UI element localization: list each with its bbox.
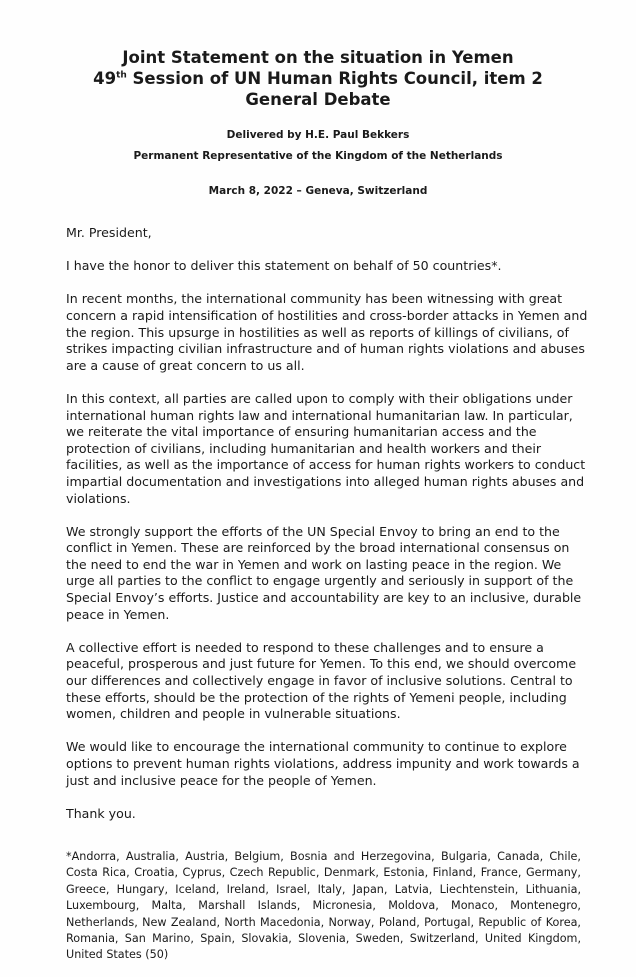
representative-title: Permanent Representative of the Kingdom of the Netherlands [133,150,503,162]
salutation: Mr. President, [66,225,152,240]
countries-footnote: *Andorra, Australia, Austria, Belgium, Bosnia and Herzegovina, Bulgaria, Canada, Chile, Costa Rica, Croatia, Cyprus, Czech Republic, Denmark, Estonia, Finland, France, Germany, Greece, Hungary, Iceland, Ireland, Israel, Italy, Japan, Latvia, Liechtenstein, Lithuania, Luxembourg, Malta, Marshall Islands, Micronesia, Moldova, Monaco, Montenegro, Netherlands, New Zealand, North Macedonia, Norway, Poland, Portugal, Republic of Korea, Romania, San Marino, Spain, Slovakia, Slovenia, Sweden, Switzerland, United Kingdom, United States (50) [66,850,581,962]
paragraph-special-envoy: We strongly support the efforts of the UN Special Envoy to bring an end to the conflict in Yemen. These are reinforced by the broad international consensus on the need to end the war in Yemen and work on lasting peace in the region. We urge all parties to the conflict to engage urgently and seriously in support of the Special Envoy’s efforts. Justice and accountability are key to an inclusive, durable peace in Yemen. [66,523,582,622]
document-title [0,47,636,110]
paragraph-hostilities: In recent months, the international community has been witnessing with great concern a rapid intensification of hostilities and cross-border attacks in Yemen and the region. This upsurge in hostilities as well as reports of killings of civilians, of strikes impacting civilian infrastructure and of human rights violations and abuses are a cause of great concern to us all. [66,291,588,373]
delivered-by: Delivered by H.E. Paul Bekkers [226,129,410,141]
title-line-3: General Debate [245,90,391,109]
statement-body [66,225,588,839]
speaker-block [0,125,636,167]
paragraph-collective-effort: A collective effort is needed to respond to these challenges and to ensure a peaceful, prosperous and just future for Yemen. To this end, we should overcome our differences and collectively engage in favor of inclusive solutions. Central to these efforts, should be the protection of the rights of Yemeni people, including women, children and people in vulnerable situations. [66,639,577,722]
title-line-2 [0,68,636,89]
session-ordinal-suffix: th [116,70,127,81]
session-number: 49 [93,69,117,88]
session-description: Session of UN Human Rights Council, item 2 [126,69,543,88]
closing: Thank you. [66,805,136,821]
date-location: March 8, 2022 – Geneva, Switzerland [208,185,428,197]
paragraph-encourage: We would like to encourage the international community to continue to explore options to prevent human rights violations, address impunity and work towards a just and inclusive peace for the people of Yemen. [66,739,580,788]
title-line-1: Joint Statement on the situation in Yemen [122,48,514,67]
intro-paragraph: I have the honor to deliver this statement on behalf of 50 countries*. [66,258,502,274]
paragraph-obligations: In this context, all parties are called upon to comply with their obligations under international human rights law and international humanitarian law. In particular, we reiterate the vital importance of ensuring humanitarian access and the protection of civilians, including humanitarian and health workers and their facilities, as well as the importance of access for human rights workers to conduct impartial documentation and investigations into alleged human rights abuses and violations. [66,390,586,506]
